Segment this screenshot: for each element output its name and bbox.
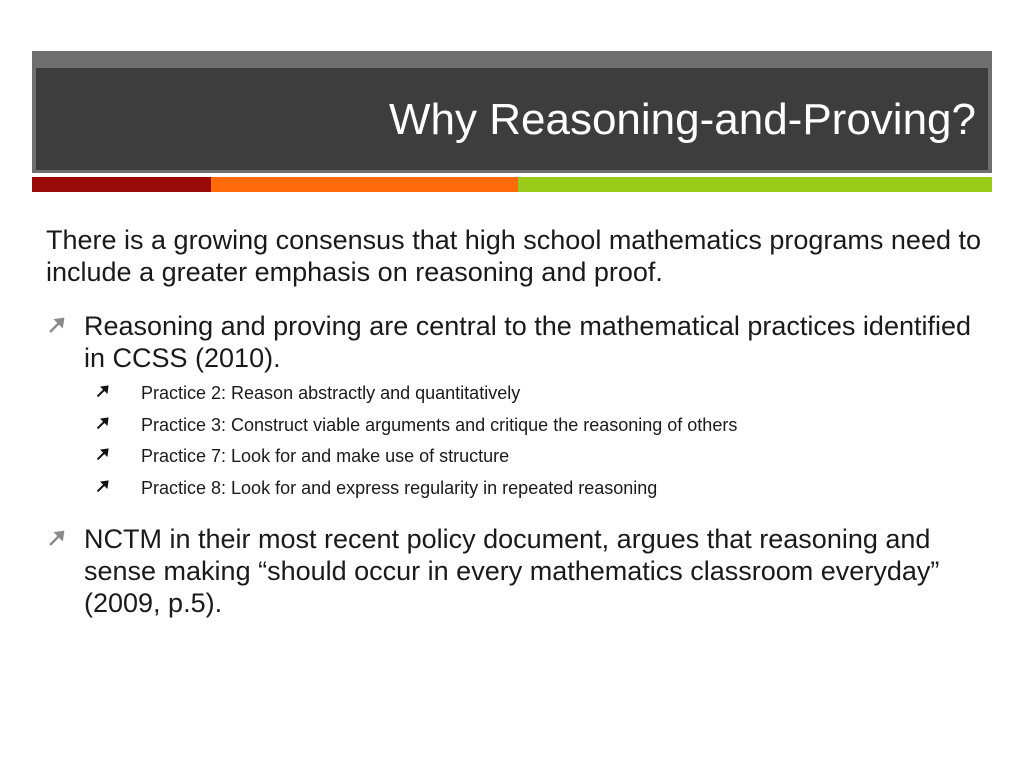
bullet-text: Reasoning and proving are central to the mathematical practices identified in CCSS (2010).	[84, 311, 972, 373]
slide-title: Why Reasoning-and-Proving?	[389, 95, 976, 144]
diagonal-arrow-icon	[96, 417, 109, 430]
diagonal-arrow-icon	[96, 385, 109, 398]
practice-text: Practice 8: Look for and express regularity in repeated reasoning	[141, 477, 658, 498]
diagonal-arrow-icon	[48, 317, 65, 334]
practice-text: Practice 2: Reason abstractly and quantitatively	[141, 383, 521, 403]
slide-body	[46, 224, 986, 619]
diagonal-arrow-icon	[96, 480, 109, 493]
diagonal-arrow-icon	[96, 448, 109, 461]
accent-stripe-red	[32, 177, 211, 192]
accent-stripe-green	[518, 177, 992, 192]
bullet-ccss	[46, 310, 986, 374]
intro-paragraph: There is a growing consensus that high school mathematics programs need to include a greater emphasis on reasoning and proof.	[46, 225, 981, 287]
diagonal-arrow-icon	[48, 530, 65, 547]
accent-stripe-orange	[211, 177, 518, 192]
list-item	[46, 477, 986, 499]
list-item	[46, 445, 986, 467]
practice-text: Practice 7: Look for and make use of structure	[141, 446, 510, 466]
practice-list	[46, 382, 986, 499]
bullet-text: NCTM in their most recent policy document, argues that reasoning and sense making “should occur in every mathematics classroom everyday” (2009, p.5).	[84, 523, 940, 618]
list-item	[46, 414, 986, 436]
list-item	[46, 382, 986, 404]
bullet-nctm	[46, 523, 986, 619]
practice-text: Practice 3: Construct viable arguments and critique the reasoning of others	[141, 414, 738, 435]
